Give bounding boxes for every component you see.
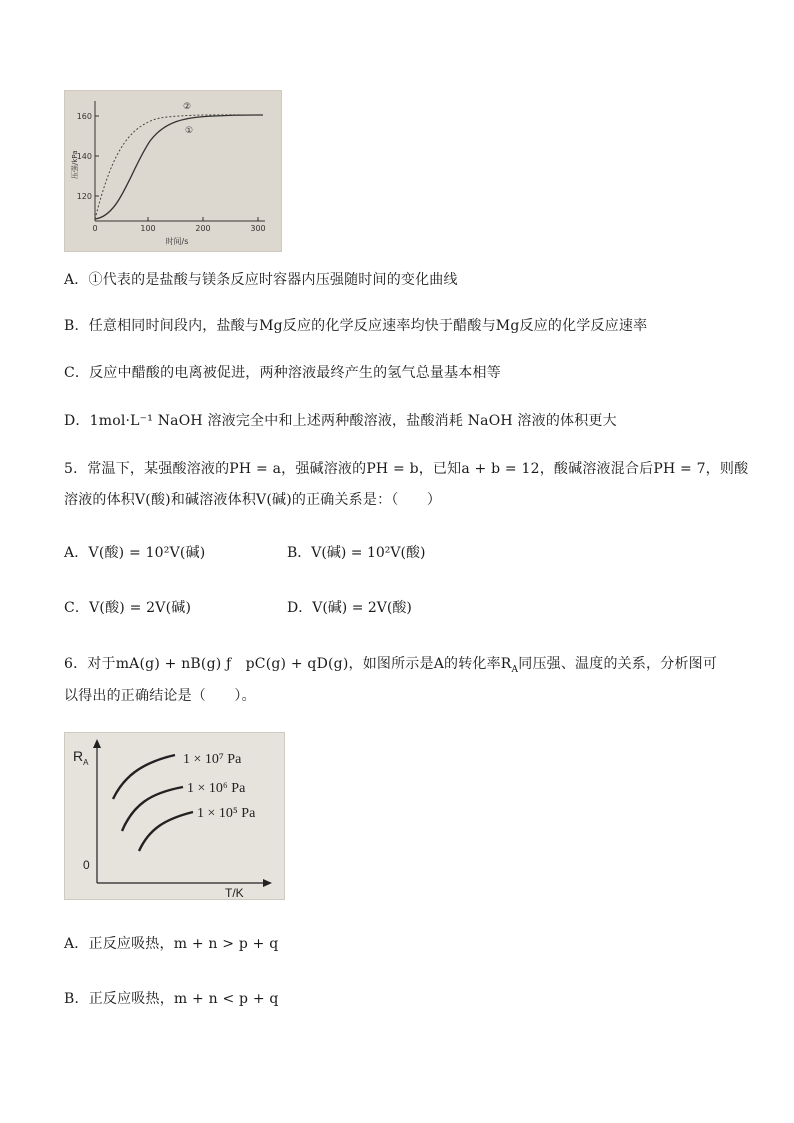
- x-axis-label: T/K: [225, 886, 244, 899]
- q6-stem-subscript: A: [511, 664, 519, 675]
- pressure-time-chart: [65, 91, 281, 251]
- y-tick-120: 120: [76, 192, 92, 201]
- x-tick-200: 200: [195, 224, 211, 233]
- q5-option-d: D．V(碱) = 2V(酸): [287, 600, 412, 616]
- y-axis-label: 压强/kPa: [71, 150, 79, 179]
- q4-option-d: D．1mol·L⁻¹ NaOH 溶液完全中和上述两种酸溶液，盐酸消耗 NaOH 溶液的体积更大: [64, 413, 617, 429]
- q5-stem-line1: 5．常温下，某强酸溶液的PH = a，强碱溶液的PH = b，已知a + b = 12，酸碱溶液混合后PH = 7，则酸: [64, 461, 749, 477]
- x-tick-0: 0: [92, 224, 98, 233]
- pressure-time-figure: [64, 90, 282, 252]
- x-tick-300: 300: [250, 224, 266, 233]
- q5-option-c: C．V(酸) = 2V(碱): [64, 600, 192, 616]
- x-tick-100: 100: [140, 224, 156, 233]
- q5-option-b: B．V(碱) = 10²V(酸): [287, 545, 426, 561]
- y-axis-label: $R_A$: [73, 748, 89, 767]
- q5-option-a: A．V(酸) = 10²V(碱): [64, 545, 206, 561]
- y-tick-140: 140: [76, 152, 92, 161]
- q6-stem-line2: 以得出的正确结论是（ ）。: [64, 688, 256, 704]
- curve-label-1e6: 1 × 10⁶ Pa: [187, 781, 246, 796]
- curve-label-1e7: 1 × 10⁷ Pa: [183, 752, 242, 767]
- q4-option-c: C．反应中醋酸的电离被促进，两种溶液最终产生的氢气总量基本相等: [64, 365, 501, 381]
- q6-stem-text: 6．对于mA(g) + nB(g) ƒ pC(g) + qD(g)，如图所示是A的转化率R: [64, 656, 512, 672]
- origin-label: 0: [83, 858, 90, 872]
- conversion-temperature-figure: [64, 732, 285, 900]
- q6-option-b: B．正反应吸热，m + n < p + q: [64, 991, 279, 1007]
- q6-stem-line1: [64, 654, 717, 680]
- curve-1e6: [122, 787, 183, 831]
- q6-stem-text-end: 同压强、温度的关系，分析图可: [518, 656, 718, 672]
- y-tick-160: 160: [76, 112, 92, 121]
- curve-2-label: ②: [183, 102, 192, 112]
- q5-stem-line2: 溶液的体积V(酸)和碱溶液体积V(碱)的正确关系是：（ ）: [64, 492, 442, 508]
- curve-2-dashed: [95, 115, 263, 219]
- curve-label-1e5: 1 × 10⁵ Pa: [197, 806, 256, 821]
- q6-option-a: A．正反应吸热，m + n > p + q: [64, 936, 279, 952]
- x-axis-arrow: [263, 879, 272, 887]
- y-axis-arrow: [93, 739, 101, 748]
- x-axis-label: 时间/s: [165, 237, 189, 246]
- curve-1-label: ①: [185, 126, 194, 136]
- conversion-temperature-chart: [65, 733, 284, 899]
- q4-option-a: A．①代表的是盐酸与镁条反应时容器内压强随时间的变化曲线: [64, 272, 458, 288]
- curve-1-solid: [95, 115, 263, 219]
- curve-1e5: [139, 812, 193, 851]
- q4-option-b: B．任意相同时间段内，盐酸与Mg反应的化学反应速率均快于醋酸与Mg反应的化学反应速率: [64, 318, 648, 334]
